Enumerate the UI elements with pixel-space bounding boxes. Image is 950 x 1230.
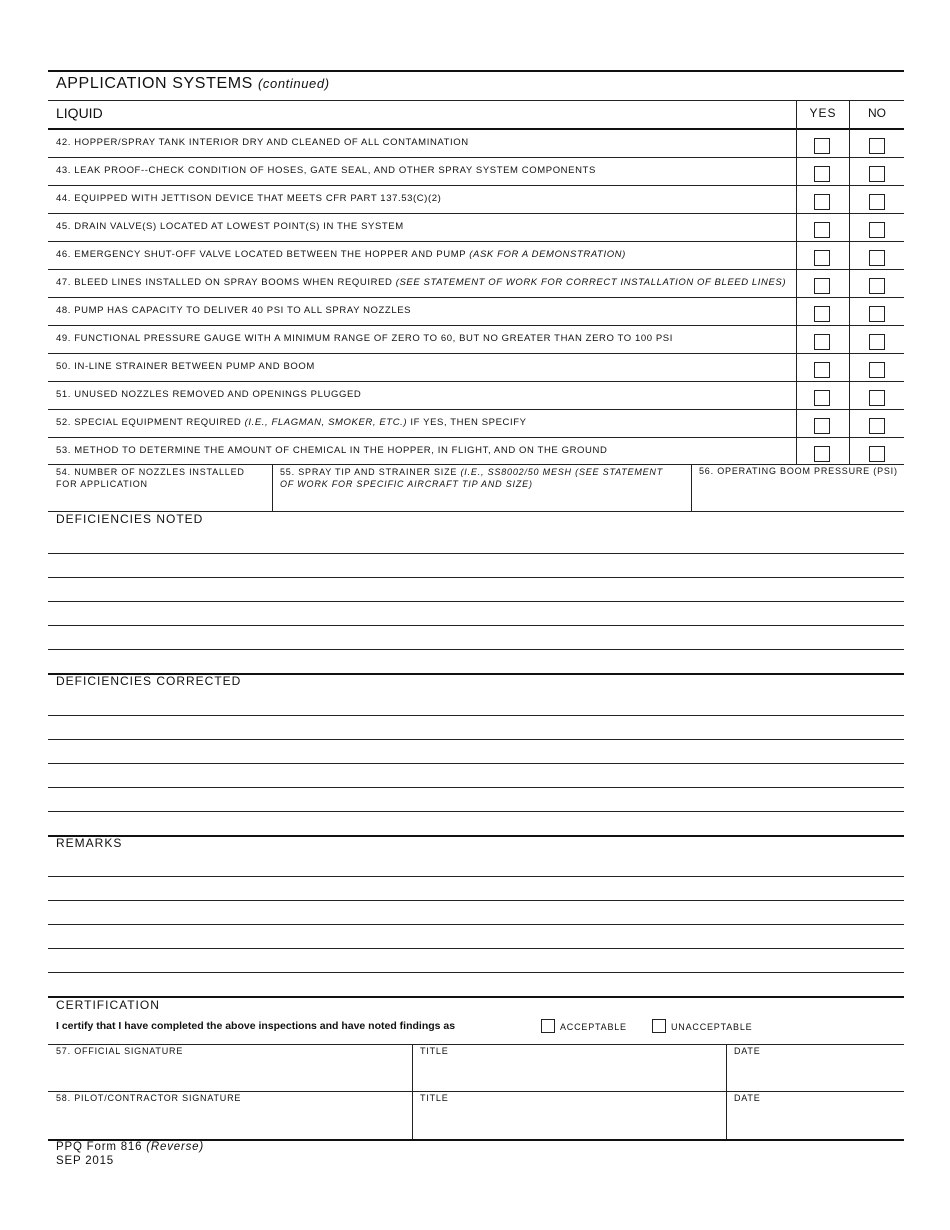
no-checkbox[interactable] [869,166,885,182]
remarks-bottom [48,996,904,998]
checklist-item-label: 53. METHOD TO DETERMINE THE AMOUNT OF CHEMICAL IN THE HOPPER, IN FLIGHT, AND ON THE GROUND [56,445,608,456]
unacceptable-checkbox[interactable] [652,1019,666,1033]
no-column-header: NO [868,106,886,120]
page-title-suffix: (continued) [257,76,330,91]
checklist-item-label: 52. SPECIAL EQUIPMENT REQUIRED [56,417,242,428]
unacceptable-label: UNACCEPTABLE [671,1022,753,1032]
checklist-row-divider [48,353,904,354]
sig-top-border [48,1044,904,1045]
writing-line [48,972,904,973]
liquid-section-label: LIQUID [56,105,103,121]
field-55-label: 55. SPRAY TIP AND STRAINER SIZE [280,467,458,477]
yes-checkbox[interactable] [814,278,830,294]
writing-line [48,876,904,877]
official-signature-field[interactable]: 57. OFFICIAL SIGNATURE [56,1046,184,1056]
yes-checkbox[interactable] [814,194,830,210]
checklist-item-label: 51. UNUSED NOZZLES REMOVED AND OPENINGS PLUGGED [56,389,362,400]
deficiencies-noted-label: DEFICIENCIES NOTED [56,512,204,526]
pilot-title-field[interactable]: TITLE [420,1093,449,1103]
checklist-item-text [56,361,315,372]
sig-middle-border [48,1091,904,1092]
checklist-item-text [56,445,607,456]
yes-checkbox[interactable] [814,362,830,378]
yes-checkbox[interactable] [814,222,830,238]
checklist-row-divider [48,213,904,214]
checklist-item-label: 48. PUMP HAS CAPACITY TO DELIVER 40 PSI TO ALL SPRAY NOZZLES [56,305,412,316]
writing-line [48,601,904,602]
page-title [56,75,330,93]
writing-line [48,924,904,925]
writing-line [48,577,904,578]
sig-divider-date [726,1044,727,1140]
no-checkbox[interactable] [869,278,885,294]
field-divider-55-56 [691,464,692,512]
checklist-row-divider [48,381,904,382]
field-divider-54-55 [272,464,273,512]
checklist-item-label: 43. LEAK PROOF--CHECK CONDITION OF HOSES, GATE SEAL, AND OTHER SPRAY SYSTEM COMPONENTS [56,165,596,176]
yes-column-header: YES [809,106,837,120]
remarks-label: REMARKS [56,836,123,850]
writing-line [48,900,904,901]
writing-line [48,763,904,764]
no-checkbox[interactable] [869,446,885,462]
checklist-item-label: 42. HOPPER/SPRAY TANK INTERIOR DRY AND CLEANED OF ALL CONTAMINATION [56,137,469,148]
checklist-row-divider [48,185,904,186]
writing-line [48,787,904,788]
no-checkbox[interactable] [869,306,885,322]
no-checkbox[interactable] [869,390,885,406]
acceptable-checkbox[interactable] [541,1019,555,1033]
field-55[interactable] [280,466,680,490]
checklist-item-label: 49. FUNCTIONAL PRESSURE GAUGE WITH A MINIMUM RANGE OF ZERO TO 60, BUT NO GREATER THAN ZERO TO 100 PSI [56,333,673,344]
yes-checkbox[interactable] [814,138,830,154]
checklist-item-text [56,137,469,148]
pilot-date-field[interactable]: DATE [734,1093,761,1103]
no-checkbox[interactable] [869,334,885,350]
no-checkbox[interactable] [869,222,885,238]
checklist-row-divider [48,157,904,158]
checklist-item-note: (I.E., FLAGMAN, SMOKER, ETC.) [244,417,408,428]
liquid-header-divider [48,128,904,130]
footer-form-id [56,1141,204,1153]
certification-label: CERTIFICATION [56,998,160,1012]
yes-checkbox[interactable] [814,334,830,350]
page-title-text: APPLICATION SYSTEMS [56,75,253,92]
checklist-item-after: IF YES, THEN SPECIFY [410,417,527,428]
checklist-item-note: (ASK FOR A DEMONSTRATION) [469,249,626,260]
checklist-item-label: 44. EQUIPPED WITH JETTISON DEVICE THAT MEETS CFR PART 137.53(C)(2) [56,193,442,204]
checklist-row-divider [48,241,904,242]
checklist-item-text [56,193,441,204]
pilot-signature-field[interactable]: 58. PILOT/CONTRACTOR SIGNATURE [56,1093,242,1103]
checklist-item-text [56,249,626,260]
writing-line [48,715,904,716]
field-56-label: 56. OPERATING BOOM PRESSURE (PSI) [699,466,898,476]
header-divider [48,100,904,101]
writing-line [48,948,904,949]
writing-line [48,811,904,812]
footer-date: SEP 2015 [56,1155,114,1167]
official-title-field[interactable]: TITLE [420,1046,449,1056]
checklist-item-text [56,277,786,288]
checklist-row-divider [48,325,904,326]
checklist-row-divider [48,437,904,438]
checklist-item-label: 45. DRAIN VALVE(S) LOCATED AT LOWEST POINT(S) IN THE SYSTEM [56,221,404,232]
checklist-bottom-border [48,464,904,465]
footer-form-name: PPQ Form 816 [56,1141,143,1153]
checklist-item-text [56,221,404,232]
checklist-item-text [56,417,527,428]
checklist-row-divider [48,269,904,270]
field-54-label: 54. NUMBER OF NOZZLES INSTALLED FOR APPLICATION [56,467,245,489]
no-checkbox[interactable] [869,194,885,210]
checklist-item-text [56,333,673,344]
top-border [48,70,904,72]
checklist-item-label: 46. EMERGENCY SHUT-OFF VALVE LOCATED BETWEEN THE HOPPER AND PUMP [56,249,467,260]
sig-divider-title [412,1044,413,1140]
checklist-item-note: (SEE STATEMENT OF WORK FOR CORRECT INSTALLATION OF BLEED LINES) [395,277,787,288]
yes-checkbox[interactable] [814,166,830,182]
yes-checkbox[interactable] [814,418,830,434]
checklist-row-divider [48,297,904,298]
writing-line [48,649,904,650]
writing-line [48,625,904,626]
footer-form-suffix: (Reverse) [146,1141,204,1153]
field-55-note: (I.E., SS8002/50 MESH (SEE STATEMENT OF WORK FOR SPECIFIC AIRCRAFT TIP AND SIZE) [280,467,664,489]
checklist-item-text [56,165,596,176]
no-checkbox[interactable] [869,138,885,154]
deficiencies-corrected-bottom [48,835,904,837]
checklist-item-label: 47. BLEED LINES INSTALLED ON SPRAY BOOMS WHEN REQUIRED [56,277,393,288]
checklist-item-text [56,305,411,316]
no-checkbox[interactable] [869,362,885,378]
no-checkbox[interactable] [869,250,885,266]
writing-line [48,553,904,554]
yes-checkbox[interactable] [814,390,830,406]
acceptable-label: ACCEPTABLE [560,1022,627,1032]
writing-line [48,739,904,740]
certification-statement: I certify that I have completed the above inspections and have noted findings as [56,1020,456,1032]
deficiencies-corrected-label: DEFICIENCIES CORRECTED [56,674,242,688]
checklist-item-text [56,389,361,400]
official-date-field[interactable]: DATE [734,1046,761,1056]
checklist-item-label: 50. IN-LINE STRAINER BETWEEN PUMP AND BOOM [56,361,315,372]
yes-checkbox[interactable] [814,250,830,266]
yes-checkbox[interactable] [814,446,830,462]
checklist-row-divider [48,409,904,410]
no-checkbox[interactable] [869,418,885,434]
yes-checkbox[interactable] [814,306,830,322]
